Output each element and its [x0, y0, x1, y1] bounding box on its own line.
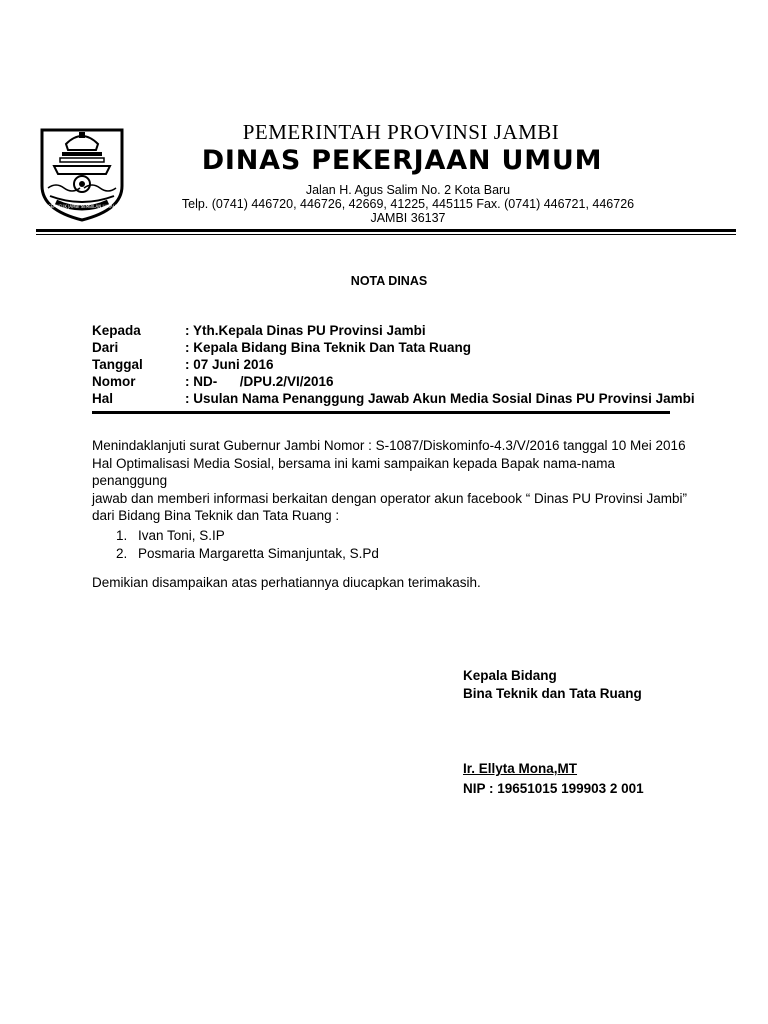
signature-position-line1: Kepala Bidang — [463, 668, 557, 683]
signature-nip: NIP : 19651015 199903 2 001 — [463, 781, 644, 796]
body-paragraph — [92, 437, 692, 525]
list-number: 1. — [116, 528, 128, 543]
meta-value: : Kepala Bidang Bina Teknik Dan Tata Ruang — [185, 340, 472, 355]
meta-row-dari — [92, 339, 695, 356]
document-title: NOTA DINAS — [350, 274, 428, 288]
header-government: PEMERINTAH PROVINSI JAMBI — [242, 120, 560, 144]
meta-value: : Yth.Kepala Dinas PU Provinsi Jambi — [185, 323, 426, 338]
list-item — [116, 527, 379, 545]
signature-name: Ir. Ellyta Mona,MT — [463, 761, 578, 776]
header-divider-thin — [36, 234, 736, 235]
name-list — [116, 527, 379, 563]
header-phone: Telp. (0741) 446720, 446726, 42669, 41225, 445115 Fax. (0741) 446721, 446726 — [181, 197, 635, 211]
meta-row-tanggal — [92, 356, 695, 373]
meta-value: : Usulan Nama Penanggung Jawab Akun Media Sosial Dinas PU Provinsi Jambi — [185, 391, 695, 406]
meta-divider — [92, 411, 670, 414]
meta-row-nomor — [92, 373, 695, 390]
memo-meta — [92, 322, 695, 407]
body-line: dari Bidang Bina Teknik dan Tata Ruang : — [92, 508, 340, 523]
meta-label: Hal — [92, 391, 114, 406]
meta-label: Nomor — [92, 374, 136, 389]
meta-value: : ND- /DPU.2/VI/2016 — [185, 374, 334, 389]
meta-label: Tanggal — [92, 357, 143, 372]
header-divider-thick — [36, 229, 736, 232]
signature-position — [463, 667, 642, 703]
svg-text:SEPUCUK JAMBI SEMBILAN LURAH: SEPUCUK JAMBI SEMBILAN LURAH — [48, 204, 116, 209]
meta-label: Dari — [92, 340, 119, 355]
list-item — [116, 545, 379, 563]
list-name: Ivan Toni, S.IP — [138, 528, 225, 543]
list-name: Posmaria Margaretta Simanjuntak, S.Pd — [138, 546, 379, 561]
header-agency: DINAS PEKERJAAN UMUM — [201, 145, 603, 176]
signature-position-line2: Bina Teknik dan Tata Ruang — [463, 686, 642, 701]
header-address: Jalan H. Agus Salim No. 2 Kota Baru — [305, 183, 511, 197]
meta-row-hal — [92, 390, 695, 407]
header-address-block — [0, 183, 768, 225]
header-city: JAMBI 36137 — [370, 211, 446, 225]
meta-label: Kepada — [92, 323, 141, 338]
list-number: 2. — [116, 546, 128, 561]
meta-value: : 07 Juni 2016 — [185, 357, 274, 372]
body-line: jawab dan memberi informasi berkaitan dengan operator akun facebook “ Dinas PU Provinsi Jambi” — [92, 490, 688, 506]
meta-row-kepada — [92, 322, 695, 339]
closing-sentence: Demikian disampaikan atas perhatiannya diucapkan terimakasih. — [92, 575, 481, 590]
body-line: Hal Optimalisasi Media Sosial, bersama ini kami sampaikan kepada Bapak nama-nama penanggung — [92, 455, 615, 488]
body-line: Menindaklanjuti surat Gubernur Jambi Nomor : S-1087/Diskominfo-4.3/V/2016 tanggal 10 Mei 2016 — [92, 438, 686, 453]
